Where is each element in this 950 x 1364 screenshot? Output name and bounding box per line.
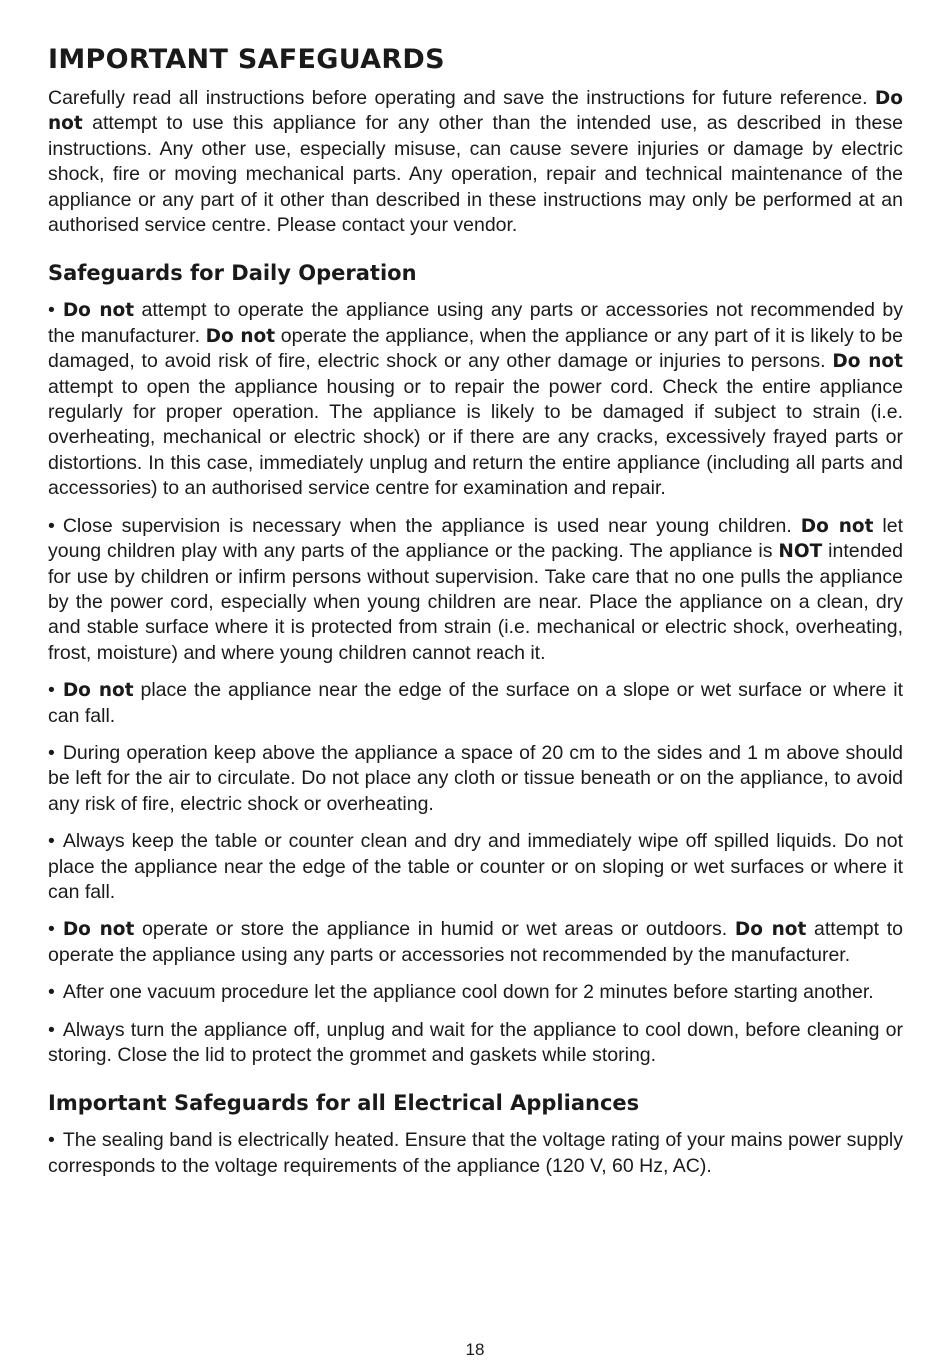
- body-text: Always keep the table or counter clean and dry and immediately wipe off spilled liquids. Do not place the appliance near the edge of the table or counter or on sloping or wet surfaces or where it can fall.: [48, 830, 903, 903]
- bold-text: Do not: [62, 300, 135, 322]
- intro-paragraph: [48, 86, 903, 238]
- safeguard-item-8: [48, 1018, 903, 1069]
- bullet-icon: •: [48, 299, 55, 322]
- body-text: During operation keep above the appliance a space of 20 cm to the sides and 1 m above should be left for the air to circulate. Do not place any cloth or tissue beneath or on the appliance, to avoid any risk of fire, electric shock or overheating.: [48, 741, 903, 815]
- bold-text: Do not: [734, 919, 807, 941]
- bold-text: Do not: [205, 325, 276, 347]
- body-text: intended for use by children or infirm persons without supervision. Take care that no one pulls the appliance by the power cord, especially when young children are near. Place the appliance on a clean, dry and stable surface where it is protected from strain (i.e. mechanical or electric shock, overheating, frost, moisture) and where young children cannot reach it.: [48, 540, 904, 664]
- body-text: The sealing band is electrically heated. Ensure that the voltage rating of your mains power supply corresponds to the voltage requirements of the appliance (120 V, 60 Hz, AC).: [48, 1129, 903, 1177]
- document-page: [48, 44, 903, 1191]
- safeguard-item-2: [48, 514, 903, 666]
- safeguard-item-3: [48, 678, 903, 729]
- page-number: 18: [465, 1340, 485, 1359]
- section-heading-daily-operation: Safeguards for Daily Operation: [48, 261, 417, 286]
- safeguard-item-1: [48, 298, 903, 501]
- bullet-icon: •: [48, 1018, 55, 1041]
- body-text: operate the appliance, when the appliance or any part of it is likely to be damaged, to avoid risk of fire, electric shock or any other damage or injuries to persons.: [48, 324, 904, 373]
- bullet-icon: •: [48, 918, 55, 941]
- bullet-icon: •: [48, 741, 55, 764]
- safeguard-item-4: [48, 741, 903, 817]
- body-text: Close supervision is necessary when the appliance is used near young children.: [62, 514, 801, 537]
- body-text: After one vacuum procedure let the appliance cool down for 2 minutes before starting another.: [62, 981, 874, 1004]
- body-text: attempt to open the appliance housing or to repair the power cord. Check the entire appliance regularly for proper operation. The appliance is likely to be damaged if subject to strain (i.e. overheating, mechanical or electric shock) or if there are any cracks, excessively frayed parts or distortions. In this case, immediately unplug and return the entire appliance (including all parts and accessories) to an authorised service centre for examination and repair.: [48, 375, 903, 500]
- intro-text-1: Carefully read all instructions before operating and save the instructions for future reference.: [48, 87, 875, 109]
- electrical-item-1: [48, 1128, 903, 1179]
- bold-text: Do not: [800, 515, 874, 537]
- body-text: Always turn the appliance off, unplug and wait for the appliance to cool down, before cleaning or storing. Close the lid to protect the grommet and gaskets while storing.: [48, 1018, 903, 1066]
- bold-text: Do not: [62, 919, 135, 941]
- body-text: place the appliance near the edge of the surface on a slope or wet surface or where it can fall.: [48, 679, 904, 727]
- body-text: operate or store the appliance in humid or wet areas or outdoors.: [134, 918, 735, 941]
- bullet-icon: •: [48, 981, 55, 1004]
- intro-bold-1: Do not: [48, 88, 903, 135]
- bold-text: Do not: [832, 351, 903, 373]
- body-text: attempt to operate the appliance using any parts or accessories not recommended by the manufacturer.: [48, 918, 903, 966]
- bullet-icon: •: [48, 830, 55, 853]
- safeguard-item-7: [48, 980, 903, 1005]
- safeguard-item-6: [48, 917, 903, 968]
- bullet-icon: •: [48, 514, 55, 537]
- section-heading-electrical: Important Safeguards for all Electrical Appliances: [48, 1091, 640, 1116]
- bold-text: Do not: [62, 680, 134, 702]
- page-title: IMPORTANT SAFEGUARDS: [48, 44, 445, 75]
- bold-text: NOT: [778, 541, 823, 563]
- bullet-icon: •: [48, 1129, 55, 1152]
- bullet-icon: •: [48, 679, 55, 702]
- body-text: attempt to operate the appliance using any parts or accessories not recommended by the manufacturer.: [48, 299, 903, 347]
- safeguard-item-5: [48, 829, 903, 905]
- intro-text-2: attempt to use this appliance for any other than the intended use, as described in these instructions. Any other use, especially misuse, can cause severe injuries or damage by electric shock, fire or moving mechanical parts. Any operation, repair and technical maintenance of the appliance or any part of it other than described in these instructions may only be performed at an authorised service centre. Please contact your vendor.: [48, 112, 903, 237]
- body-text: let young children play with any parts of the appliance or the packing. The appliance is: [48, 514, 903, 563]
